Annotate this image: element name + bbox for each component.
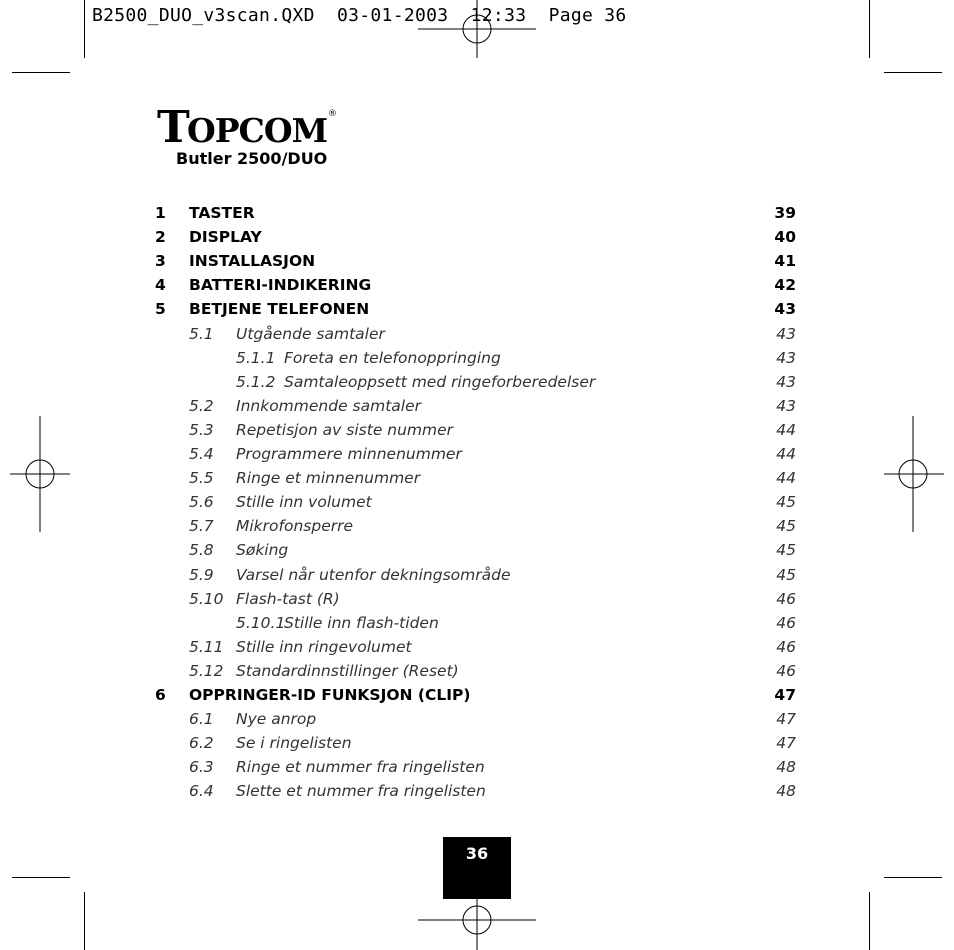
crop-mark xyxy=(12,877,70,878)
toc-entry-number: 5.2 xyxy=(189,396,214,415)
toc-entry-page: 42 xyxy=(774,276,796,295)
toc-entry xyxy=(155,347,796,369)
slug-line: B2500_DUO_v3scan.QXD 03-01-2003 12:33 Page 36 xyxy=(92,5,627,26)
toc-entry-title: Samtaleoppsett med ringeforberedelser xyxy=(284,372,596,391)
crop-mark xyxy=(869,0,870,58)
toc-entry xyxy=(155,491,796,513)
toc-entry xyxy=(155,756,796,778)
toc-entry-title: Foreta en telefonoppringing xyxy=(284,348,501,367)
toc-entry-title: DISPLAY xyxy=(189,228,262,247)
toc-entry-title: BATTERI-INDIKERING xyxy=(189,276,372,295)
svg-text:T: T xyxy=(157,104,190,146)
crop-mark xyxy=(884,877,942,878)
page-number: 36 xyxy=(443,837,511,899)
toc-entry xyxy=(155,515,796,537)
toc-entry-page: 45 xyxy=(776,565,796,584)
toc-entry xyxy=(155,612,796,634)
toc-entry-title: INSTALLASJON xyxy=(189,252,316,271)
toc-entry-number: 5.4 xyxy=(189,445,214,463)
toc-entry-title: Repetisjon av siste nummer xyxy=(236,420,454,439)
toc-entry-title: Utgående samtaler xyxy=(236,324,385,343)
toc-entry-number: 1 xyxy=(155,204,166,222)
toc-entry-page: 46 xyxy=(776,637,796,656)
toc-entry-page: 41 xyxy=(774,252,796,271)
toc-entry xyxy=(155,467,796,489)
registration-mark-icon xyxy=(418,0,536,58)
toc-entry-page: 44 xyxy=(776,420,796,439)
crop-mark xyxy=(12,72,70,73)
toc-entry-number: 6.3 xyxy=(189,758,214,777)
toc-entry-title: Programmere minnenummer xyxy=(236,445,462,463)
toc-entry-title: Flash-tast (R) xyxy=(236,589,340,608)
crop-mark xyxy=(84,892,85,950)
toc-entry-title: Varsel når utenfor dekningsområde xyxy=(236,565,511,584)
toc-entry-number: 6.1 xyxy=(189,710,214,729)
toc-entry-number: 5.1 xyxy=(189,324,214,343)
toc-entry-title: Standardinnstillinger (Reset) xyxy=(236,661,459,680)
toc-entry-page: 45 xyxy=(776,493,796,512)
toc-entry-number: 6 xyxy=(155,686,166,704)
toc-entry-number: 3 xyxy=(155,252,166,271)
toc-entry-title: Ringe et nummer fra ringelisten xyxy=(236,758,485,777)
toc-entry xyxy=(155,684,796,706)
toc-entry-title: Slette et nummer fra ringelisten xyxy=(236,782,486,801)
toc-entry xyxy=(155,226,796,248)
toc-entry xyxy=(155,323,796,345)
toc-entry-title: Stille inn flash-tiden xyxy=(284,613,439,632)
crop-mark xyxy=(869,892,870,950)
toc-entry-page: 48 xyxy=(776,758,796,777)
toc-entry-number: 6.2 xyxy=(189,734,214,753)
toc-entry xyxy=(155,419,796,441)
toc-entry xyxy=(155,564,796,586)
toc-entry-page: 45 xyxy=(776,517,796,536)
svg-text:®: ® xyxy=(328,109,337,119)
toc-entry-page: 39 xyxy=(774,204,796,222)
toc-entry-title: Nye anrop xyxy=(236,710,317,729)
product-name: Butler 2500/DUO xyxy=(176,149,328,168)
toc-entry xyxy=(155,660,796,682)
toc-entry-number: 5.1.2 xyxy=(236,372,276,391)
toc-entry-page: 43 xyxy=(776,372,796,391)
toc-entry-number: 5.3 xyxy=(189,420,214,439)
toc-entry-page: 46 xyxy=(776,661,796,680)
toc-entry-title: Se i ringelisten xyxy=(236,734,352,753)
toc-entry-page: 47 xyxy=(776,710,796,729)
toc-entry xyxy=(155,780,796,802)
toc-entry-number: 5.5 xyxy=(189,469,214,488)
toc-entry xyxy=(155,539,796,561)
toc-entry xyxy=(155,395,796,417)
toc-entry-title: Innkommende samtaler xyxy=(236,396,422,415)
toc-entry-page: 47 xyxy=(776,734,796,753)
toc-entry-number: 5.9 xyxy=(189,565,214,584)
toc-entry-title: BETJENE TELEFONEN xyxy=(189,300,370,319)
toc-entry xyxy=(155,371,796,393)
toc-entry-page: 44 xyxy=(776,469,796,488)
toc-entry-number: 5.11 xyxy=(189,637,224,656)
toc-entry-page: 40 xyxy=(774,228,796,247)
toc-entry-title: TASTER xyxy=(189,204,255,222)
toc-entry-title: Søking xyxy=(236,541,289,560)
toc-entry-page: 43 xyxy=(776,348,796,367)
toc-entry-number: 5.12 xyxy=(189,661,224,680)
toc-entry-page: 47 xyxy=(774,686,796,704)
toc-entry-page: 43 xyxy=(776,324,796,343)
toc-entry xyxy=(155,274,796,296)
toc-entry-number: 5 xyxy=(155,300,166,319)
toc-entry xyxy=(155,250,796,272)
toc-entry-number: 2 xyxy=(155,228,166,247)
registration-mark-icon xyxy=(10,416,70,532)
toc-entry-number: 4 xyxy=(155,276,166,295)
toc-entry-page: 45 xyxy=(776,541,796,560)
toc-entry-number: 5.1.1 xyxy=(236,348,276,367)
toc-entry-title: Mikrofonsperre xyxy=(236,517,354,536)
toc-entry-page: 43 xyxy=(774,300,796,319)
toc-entry xyxy=(155,588,796,610)
svg-text:OPCOM: OPCOM xyxy=(187,111,328,146)
toc-entry xyxy=(155,202,796,224)
toc-entry xyxy=(155,636,796,658)
toc-entry-number: 5.7 xyxy=(189,517,214,536)
toc-entry-page: 44 xyxy=(776,445,796,463)
toc-entry-number: 5.10 xyxy=(189,589,224,608)
toc-entry-title: Stille inn ringevolumet xyxy=(236,637,412,656)
toc-entry-title: Ringe et minnenummer xyxy=(236,469,421,488)
toc-entry xyxy=(155,298,796,320)
topcom-logo-icon xyxy=(157,104,337,146)
toc-entry-page: 46 xyxy=(776,613,796,632)
toc-entry-number: 5.10.1 xyxy=(236,613,286,632)
toc-entry-number: 5.8 xyxy=(189,541,214,560)
toc-entry-number: 6.4 xyxy=(189,782,214,801)
toc-entry-title: Stille inn volumet xyxy=(236,493,372,512)
toc-entry-title: OPPRINGER-ID FUNKSJON (CLIP) xyxy=(189,686,471,704)
toc-entry xyxy=(155,443,796,465)
registration-mark-icon xyxy=(884,416,944,532)
crop-mark xyxy=(884,72,942,73)
toc-entry xyxy=(155,732,796,754)
toc-entry xyxy=(155,708,796,730)
registration-mark-icon xyxy=(418,892,536,950)
crop-mark xyxy=(84,0,85,58)
toc-entry-page: 43 xyxy=(776,396,796,415)
toc-entry-page: 48 xyxy=(776,782,796,801)
toc-entry-page: 46 xyxy=(776,589,796,608)
toc-entry-number: 5.6 xyxy=(189,493,214,512)
